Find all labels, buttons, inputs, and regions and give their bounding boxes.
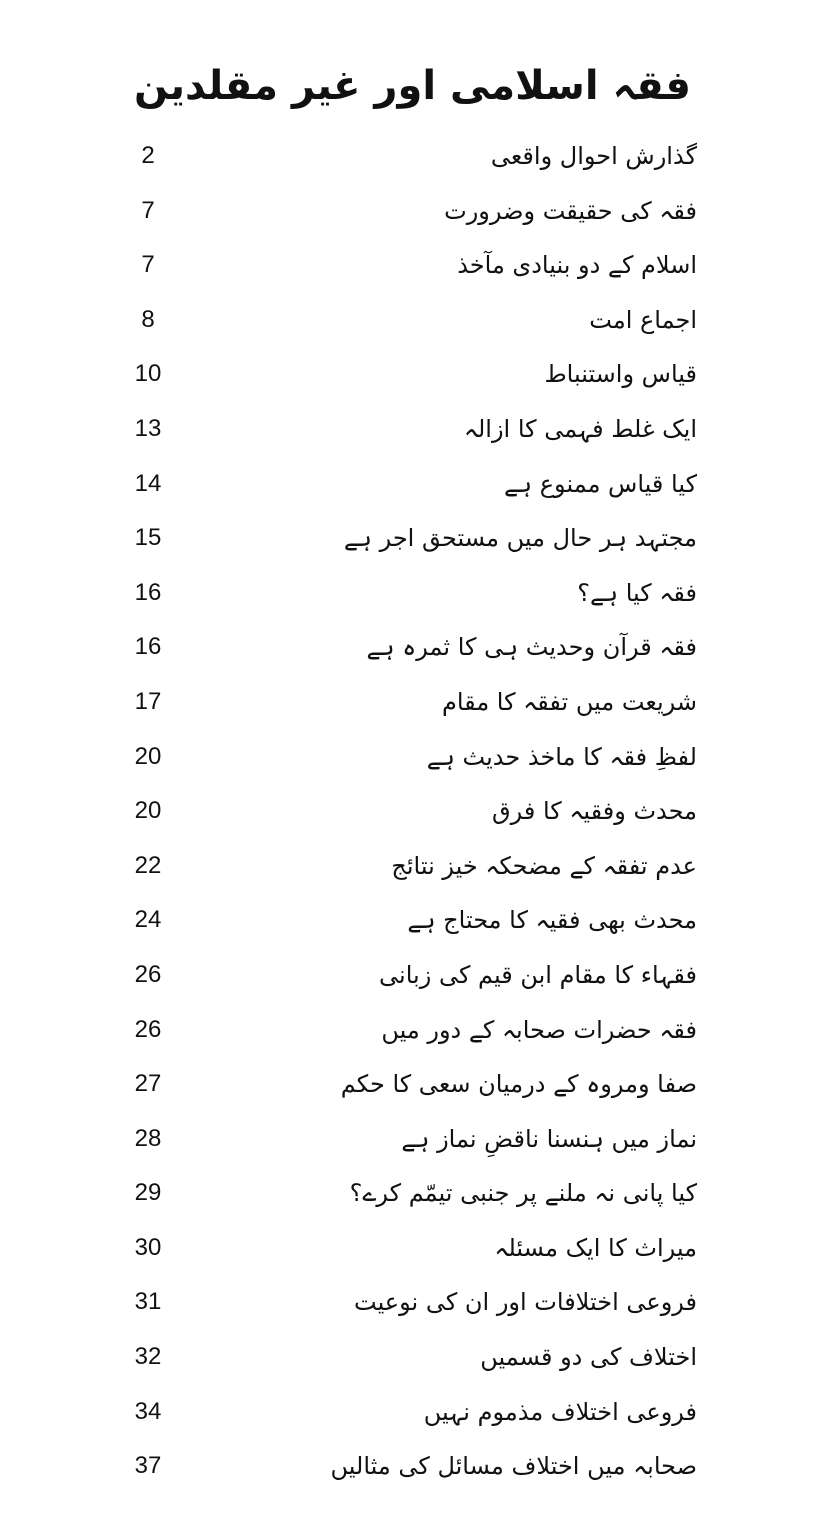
toc-row [0, 951, 825, 1006]
toc-row [0, 350, 825, 405]
toc-row [0, 1060, 825, 1115]
page-title: فقہ اسلامی اور غیر مقلدین [134, 63, 691, 109]
table-of-contents [0, 132, 825, 1497]
toc-entry-title: شریعت میں تفقہ کا مقام [442, 687, 697, 716]
toc-page-number: 16 [134, 633, 162, 661]
toc-page-number: 27 [134, 1070, 162, 1098]
toc-page-number: 7 [141, 196, 155, 224]
toc-page-number: 29 [134, 1179, 162, 1207]
toc-entry-title: عدم تفقہ کے مضحکہ خیز نتائج [391, 851, 697, 880]
toc-entry-title: کیا پانی نہ ملنے پر جنبی تیمّم کرے؟ [349, 1179, 697, 1208]
toc-page-number: 7 [141, 251, 155, 279]
toc-entry-title: فقہ کی حقیقت وضرورت [444, 196, 697, 225]
toc-page-number: 34 [134, 1397, 162, 1425]
toc-row [0, 787, 825, 842]
toc-entry-title: لفظِ فقہ کا ماخذ حدیث ہے [426, 742, 697, 771]
toc-page-number: 37 [134, 1452, 162, 1480]
toc-page-number: 20 [134, 742, 162, 770]
toc-row [0, 405, 825, 460]
toc-entry-title: قیاس واستنباط [544, 360, 697, 389]
toc-entry-title: میراث کا ایک مسئلہ [494, 1233, 697, 1262]
toc-row [0, 569, 825, 624]
toc-entry-title: فروعی اختلاف مذموم نہیں [423, 1397, 697, 1426]
toc-entry-title: صفا ومروہ کے درمیان سعی کا حکم [340, 1070, 697, 1099]
toc-row [0, 896, 825, 951]
toc-row [0, 678, 825, 733]
toc-page-number: 30 [134, 1233, 162, 1261]
toc-row [0, 1224, 825, 1279]
toc-entry-title: صحابہ میں اختلاف مسائل کی مثالیں [330, 1452, 697, 1481]
toc-page-number: 32 [134, 1343, 162, 1371]
toc-row [0, 842, 825, 897]
toc-row [0, 1388, 825, 1443]
toc-entry-title: فروعی اختلافات اور ان کی نوعیت [354, 1288, 697, 1317]
toc-page-number: 15 [134, 524, 162, 552]
toc-page-number: 14 [134, 469, 162, 497]
toc-page-number: 8 [141, 305, 155, 333]
toc-row [0, 733, 825, 788]
toc-row [0, 132, 825, 187]
toc-page-number: 22 [134, 851, 162, 879]
toc-row [0, 1115, 825, 1170]
toc-entry-title: نماز میں ہنسنا ناقضِ نماز ہے [401, 1124, 697, 1153]
toc-row [0, 623, 825, 678]
toc-entry-title: فقہ قرآن وحدیث ہی کا ثمرہ ہے [366, 633, 697, 662]
toc-row [0, 460, 825, 515]
toc-entry-title: فقہاء کا مقام ابن قیم کی زبانی [379, 960, 697, 989]
toc-entry-title: اسلام کے دو بنیادی مآخذ [457, 251, 697, 280]
toc-page-number: 16 [134, 578, 162, 606]
toc-row [0, 241, 825, 296]
toc-row [0, 1333, 825, 1388]
toc-page-number: 20 [134, 797, 162, 825]
toc-row [0, 1278, 825, 1333]
toc-row [0, 187, 825, 242]
toc-page-number: 24 [134, 906, 162, 934]
toc-row [0, 1006, 825, 1061]
toc-entry-title: محدث بھی فقیہ کا محتاج ہے [407, 906, 697, 935]
toc-page-number: 28 [134, 1124, 162, 1152]
toc-entry-title: کیا قیاس ممنوع ہے [503, 469, 697, 498]
toc-entry-title: فقہ حضرات صحابہ کے دور میں [381, 1015, 697, 1044]
toc-page-number: 31 [134, 1288, 162, 1316]
toc-entry-title: گذارش احوال واقعی [490, 142, 697, 170]
toc-entry-title: اختلاف کی دو قسمیں [480, 1343, 697, 1372]
toc-row [0, 514, 825, 569]
toc-row [0, 1442, 825, 1497]
toc-row [0, 296, 825, 351]
toc-entry-title: محدث وفقیہ کا فرق [491, 797, 697, 826]
toc-row [0, 1169, 825, 1224]
toc-entry-title: ایک غلط فہمی کا ازالہ [463, 414, 697, 443]
toc-entry-title: اجماع امت [589, 305, 697, 334]
toc-page-number: 26 [134, 960, 162, 988]
toc-page-number: 2 [141, 142, 155, 169]
toc-page-number: 13 [134, 414, 162, 442]
toc-page-number: 26 [134, 1015, 162, 1043]
toc-entry-title: مجتہد ہر حال میں مستحق اجر ہے [343, 524, 697, 553]
toc-page-number: 10 [134, 360, 162, 388]
toc-entry-title: فقہ کیا ہے؟ [577, 578, 697, 607]
toc-page-number: 17 [134, 687, 162, 715]
